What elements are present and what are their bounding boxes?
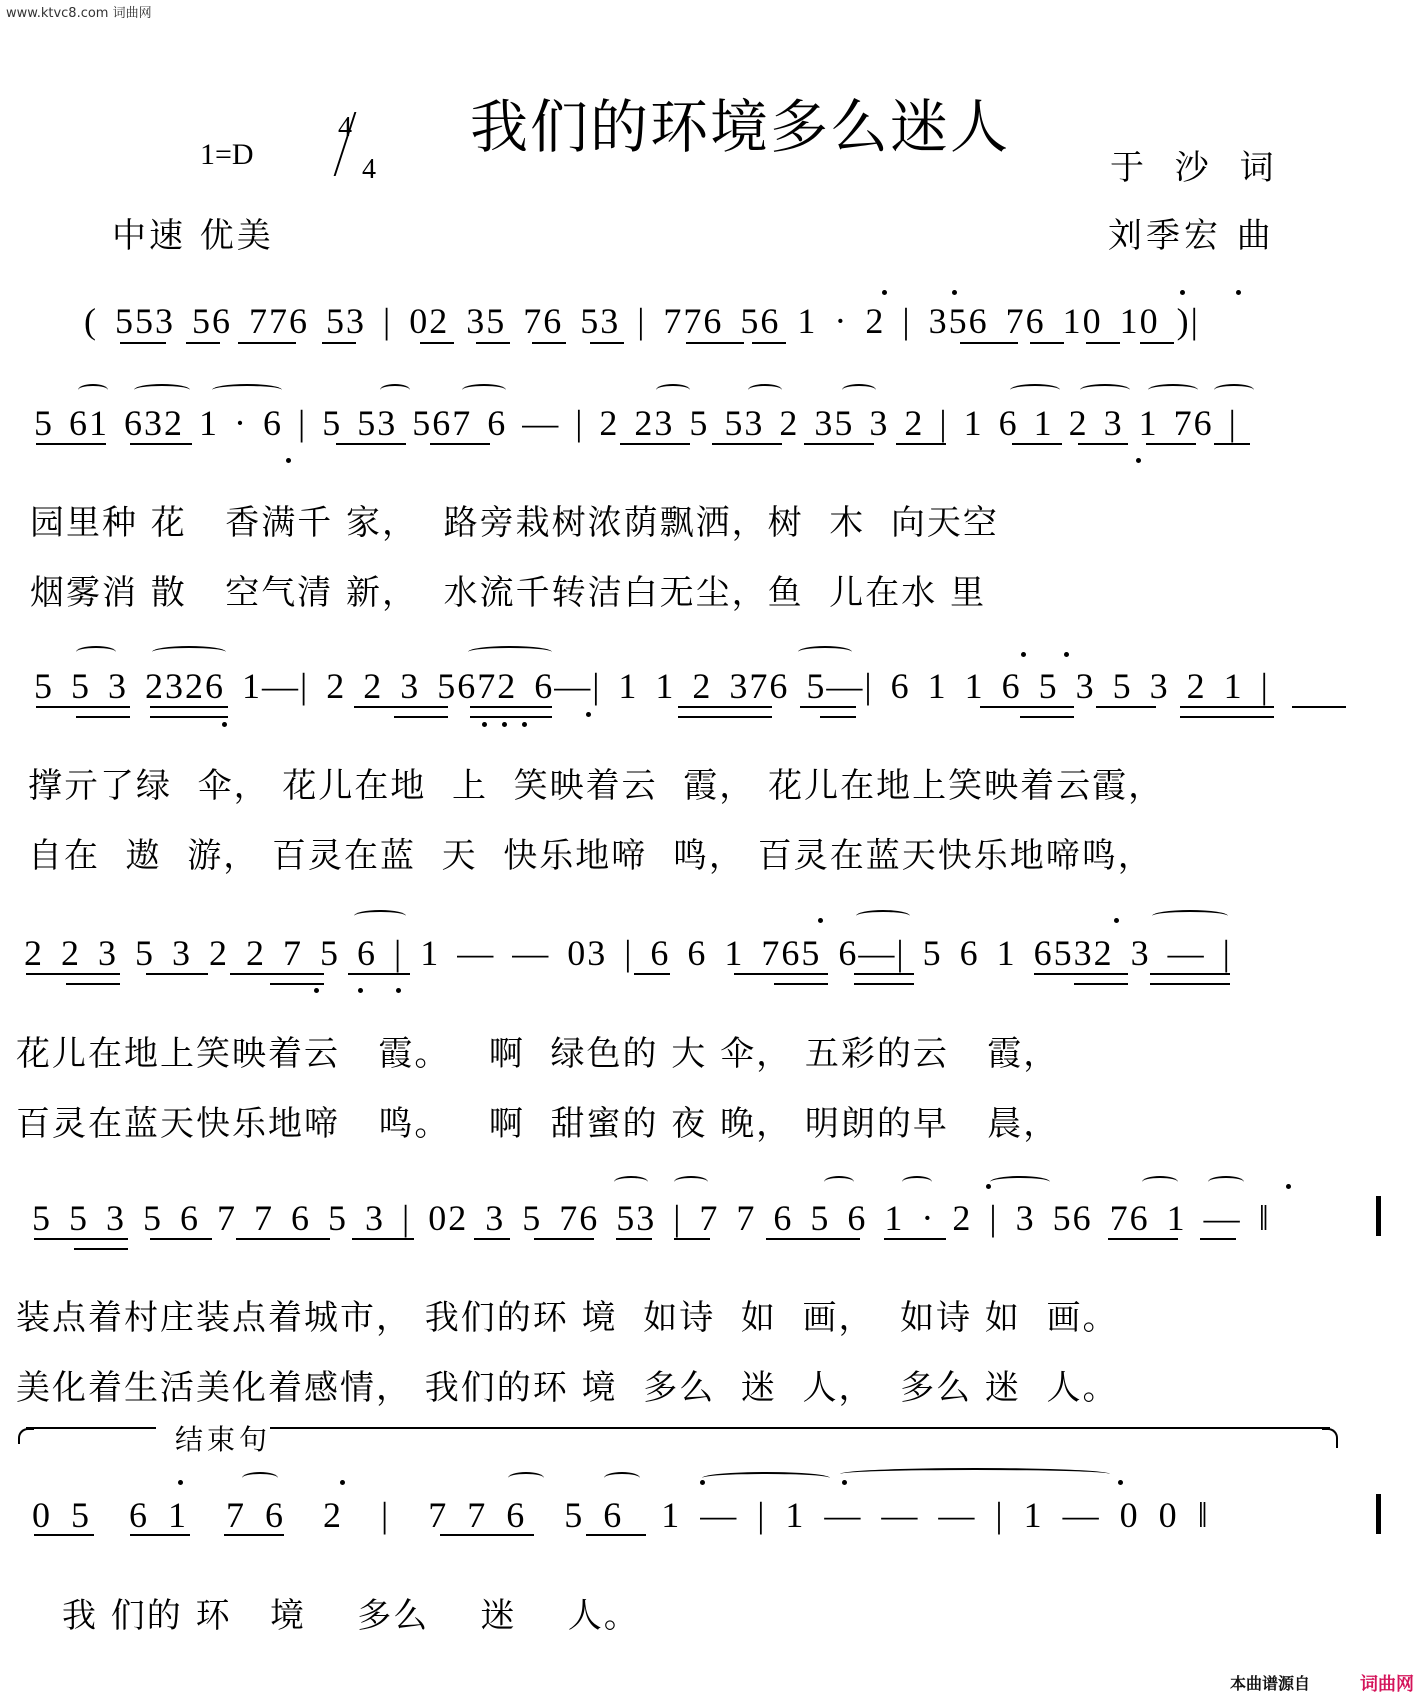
beam — [616, 1238, 652, 1240]
beam — [120, 342, 166, 344]
beam — [1074, 983, 1128, 985]
octave-dot — [222, 722, 227, 727]
beam — [74, 1248, 128, 1250]
slur — [674, 1176, 708, 1188]
beam — [36, 706, 130, 708]
beam — [1150, 983, 1230, 985]
beam — [620, 443, 690, 445]
beam — [36, 443, 106, 445]
beam — [474, 1238, 510, 1240]
key-signature: 1=D — [200, 138, 254, 171]
time-signature-denominator: 4 — [362, 154, 376, 185]
beam — [774, 983, 828, 985]
beam — [322, 342, 356, 344]
notation-row-2: 5 61 632 1 · 6 | 5 53 567 6 — | 2 23 5 53 2 35 3 2 | 1 6 1 2 3 1 76 | — [34, 403, 1238, 443]
beam — [150, 1238, 212, 1240]
octave-dot — [1180, 290, 1185, 295]
slur — [840, 1468, 1110, 1480]
slur — [990, 1176, 1050, 1188]
beam — [34, 1238, 128, 1240]
beam — [1108, 1238, 1178, 1240]
lyric-row-3-verse-2: 百灵在蓝天快乐地啼 鸣。 啊 甜蜜的 夜 晚， 明朗的早 晨， — [16, 1104, 1060, 1144]
slur — [902, 1176, 932, 1188]
slur — [824, 1176, 854, 1188]
beam — [34, 1534, 94, 1536]
time-signature-numerator: 4 — [338, 112, 352, 143]
octave-dot — [286, 458, 291, 463]
slur — [1214, 384, 1254, 396]
brand-logo: 词曲网 — [1360, 1674, 1414, 1695]
octave-dot — [952, 290, 957, 295]
octave-dot — [1021, 652, 1026, 657]
slur — [702, 1472, 830, 1484]
final-barline — [1376, 1494, 1381, 1534]
beam — [1180, 716, 1274, 718]
beam — [470, 706, 552, 708]
notation-row-3: 5 5 3 2326 1—| 2 2 3 5672 6—| 1 1 2 376 5—| 6 1 1 6 5 3 5 3 2 1 | — [34, 666, 1270, 706]
slur — [656, 384, 690, 396]
beam — [26, 973, 120, 975]
notation-row-5: 5 5 3 5 6 7 7 6 5 3 | 02 3 5 76 53 | 7 7 6 5 6 1 · 2 | 3 56 76 1 — ‖ — [32, 1198, 1271, 1238]
coda-label: 结束句 — [175, 1423, 272, 1456]
beam — [1030, 342, 1064, 344]
octave-dot — [522, 722, 527, 727]
beam — [752, 342, 786, 344]
beam — [766, 1238, 860, 1240]
beam — [1086, 342, 1120, 344]
octave-dot — [396, 988, 401, 993]
octave-dot — [178, 1480, 183, 1485]
octave-dot — [1236, 290, 1241, 295]
slur — [1152, 910, 1228, 922]
beam — [352, 1238, 414, 1240]
octave-dot — [1064, 652, 1069, 657]
beam — [532, 342, 566, 344]
beam — [1020, 716, 1074, 718]
beam — [712, 443, 782, 445]
beam — [800, 706, 856, 708]
octave-dot — [1118, 1480, 1123, 1485]
beam — [150, 706, 228, 708]
slur — [152, 646, 226, 658]
beam — [1150, 973, 1230, 975]
beam — [1180, 706, 1274, 708]
beam — [854, 973, 914, 975]
beam — [534, 1238, 594, 1240]
beam — [1200, 1238, 1236, 1240]
beam — [854, 983, 914, 985]
beam — [394, 716, 448, 718]
beam — [470, 716, 552, 718]
octave-dot — [1286, 1184, 1291, 1189]
slur — [212, 384, 282, 396]
beam — [230, 973, 324, 975]
beam — [960, 342, 1018, 344]
beam — [130, 443, 192, 445]
slur — [856, 910, 910, 922]
beam — [354, 706, 448, 708]
beam — [586, 1534, 646, 1536]
notation-row-coda: 0 5 6 1 7 6 2 | 7 7 6 5 6 1 — | 1 — — — | 1 — 0 0 ‖ — [32, 1495, 1210, 1535]
lyric-row-2-verse-2: 自在 遨 游， 百灵在蓝 天 快乐地啼 鸣， 百灵在蓝天快乐地啼鸣， — [28, 836, 1154, 876]
notation-row-4: 2 2 3 5 3 2 2 7 5 6 | 1 — — 03 | 6 6 1 765 6—| 5 6 1 6532 3 — | — [24, 933, 1232, 973]
slur — [1142, 1176, 1178, 1188]
slur — [76, 646, 116, 658]
octave-dot — [314, 988, 319, 993]
beam — [270, 983, 324, 985]
beam — [150, 716, 228, 718]
lyric-row-4-verse-2: 美化着生活美化着感情， 我们的环 境 多么 迷 人， 多么 迷 人。 — [16, 1368, 1119, 1408]
octave-dot — [986, 1184, 991, 1189]
beam — [476, 342, 510, 344]
slur — [78, 384, 108, 396]
octave-dot — [340, 1480, 345, 1485]
beam — [1146, 443, 1196, 445]
slur — [462, 384, 506, 396]
beam — [236, 1238, 330, 1240]
beam — [1078, 443, 1128, 445]
beam — [1292, 706, 1346, 708]
octave-dot — [358, 988, 363, 993]
beam — [1034, 973, 1128, 975]
lyric-row-2-verse-1: 撑亓了绿 伞， 花儿在地 上 笑映着云 霞， 花儿在地上笑映着云霞， — [28, 766, 1165, 806]
slur — [354, 910, 406, 922]
notation-row-1: ( 553 56 776 53 | 02 35 76 53 | 776 56 1 · 2 | 356 76 10 10 )| — [84, 301, 1200, 341]
beam — [224, 1534, 284, 1536]
slur — [242, 1472, 278, 1484]
beam — [1214, 443, 1250, 445]
coda-bracket-right — [270, 1427, 1330, 1429]
slur — [1080, 384, 1130, 396]
beam — [66, 983, 120, 985]
composer-credit: 刘季宏 曲 — [1108, 216, 1275, 256]
slur — [508, 1472, 544, 1484]
slur — [380, 384, 410, 396]
beam — [348, 973, 410, 975]
beam — [896, 443, 946, 445]
octave-dot — [1114, 918, 1119, 923]
beam — [76, 716, 130, 718]
lyric-row-coda: 我 们的 环 境 多么 迷 人。 — [62, 1596, 640, 1636]
beam — [590, 342, 624, 344]
beam — [678, 716, 772, 718]
coda-bracket-hook-right — [1322, 1428, 1338, 1448]
beam — [804, 443, 874, 445]
beam — [734, 973, 828, 975]
beam — [674, 1238, 710, 1240]
octave-dot — [482, 722, 487, 727]
slur — [468, 646, 552, 658]
coda-bracket-hook-left — [18, 1428, 34, 1444]
lyric-row-1-verse-2: 烟雾消 散 空气清 新， 水流千转洁白无尘，鱼 儿在水 里 — [30, 573, 987, 613]
octave-dot — [502, 722, 507, 727]
beam — [130, 1534, 190, 1536]
octave-dot — [700, 1480, 705, 1485]
beam — [430, 443, 490, 445]
slur — [1148, 384, 1198, 396]
beam — [1140, 342, 1174, 344]
slur — [1208, 1176, 1244, 1188]
beam — [686, 342, 744, 344]
beam — [678, 706, 772, 708]
octave-dot — [818, 918, 823, 923]
beam — [336, 443, 406, 445]
slur — [1010, 384, 1060, 396]
beam — [980, 706, 1074, 708]
octave-dot — [1136, 458, 1141, 463]
song-title: 我们的环境多么迷人 — [470, 93, 1011, 161]
beam — [1096, 706, 1156, 708]
slur — [604, 1472, 640, 1484]
beam — [420, 342, 454, 344]
slur — [798, 646, 852, 658]
lyric-row-3-verse-1: 花儿在地上笑映着云 霞。 啊 绿色的 大 伞， 五彩的云 霞， — [16, 1034, 1060, 1074]
octave-dot — [842, 1480, 847, 1485]
coda-bracket-left — [26, 1427, 156, 1429]
octave-dot — [586, 712, 591, 717]
final-barline — [1376, 1196, 1381, 1236]
tempo-marking: 中速 优美 — [112, 216, 274, 256]
slur — [134, 384, 190, 396]
beam — [186, 342, 220, 344]
slur — [748, 384, 782, 396]
beam — [884, 1238, 946, 1240]
lyricist-credit: 于 沙 词 — [1110, 148, 1284, 188]
lyric-row-1-verse-1: 园里种 花 香满千 家， 路旁栽树浓荫飘洒，树 木 向天空 — [30, 503, 999, 543]
beam — [820, 716, 856, 718]
slur — [842, 384, 876, 396]
beam — [1012, 443, 1062, 445]
beam — [146, 973, 208, 975]
source-credit: 本曲谱源自 — [1230, 1674, 1311, 1693]
beam — [238, 342, 296, 344]
site-watermark: www.ktvc8.com 词曲网 — [6, 6, 152, 21]
beam — [634, 973, 670, 975]
beam — [440, 1534, 534, 1536]
lyric-row-4-verse-1: 装点着村庄装点着城市， 我们的环 境 如诗 如 画， 如诗 如 画。 — [16, 1298, 1119, 1338]
octave-dot — [882, 290, 887, 295]
slur — [614, 1176, 648, 1188]
